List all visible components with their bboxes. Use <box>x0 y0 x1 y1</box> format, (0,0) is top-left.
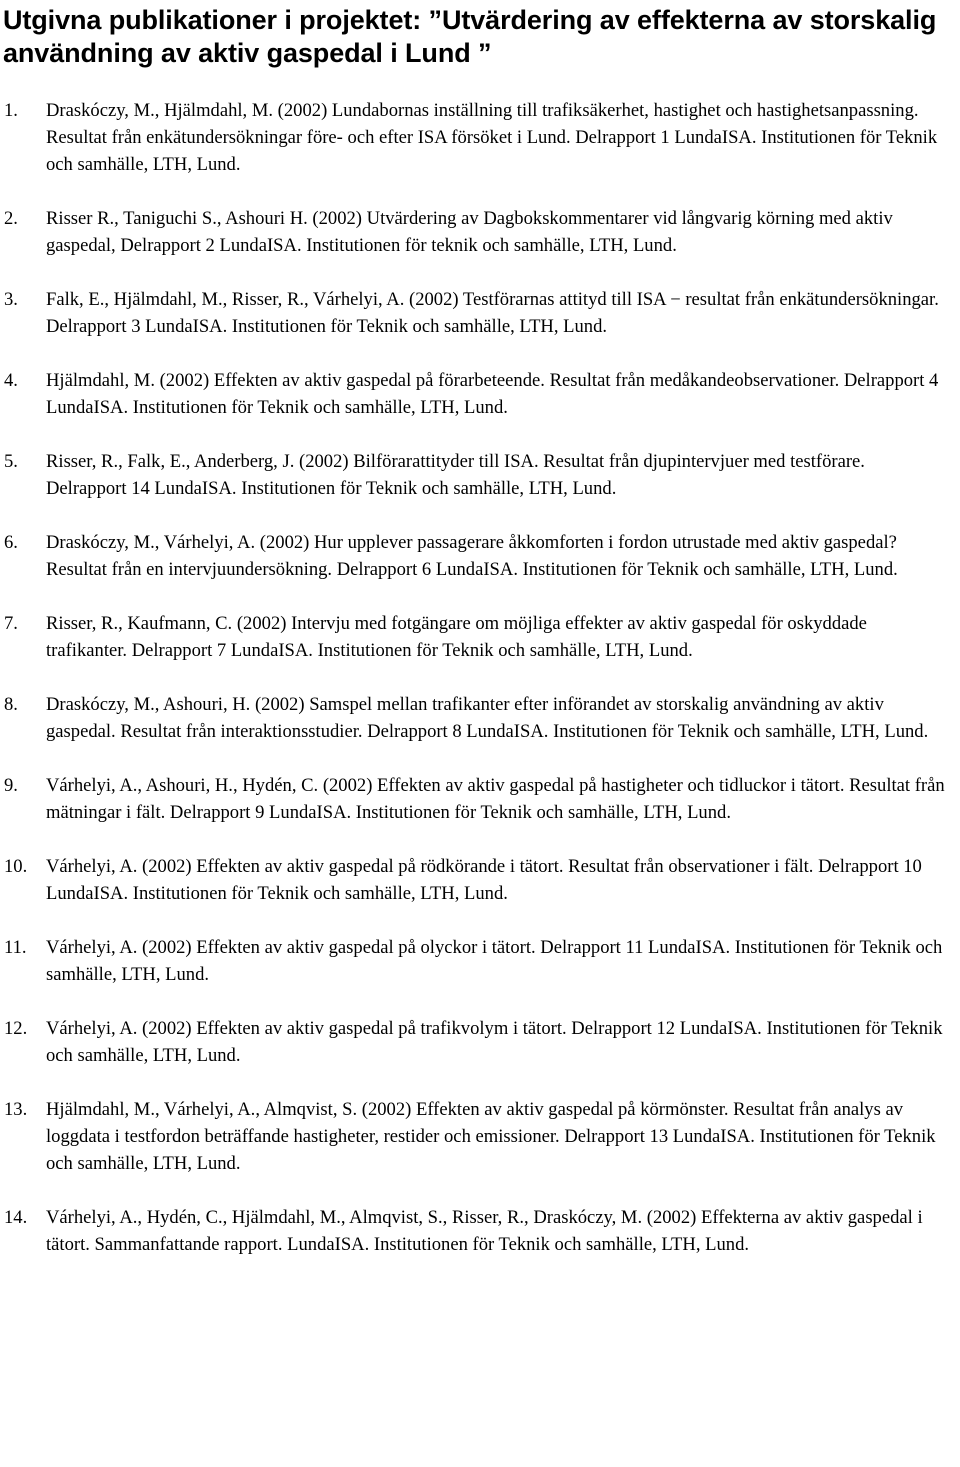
publication-number: 11. <box>4 937 27 958</box>
publication-number: 12. <box>4 1018 28 1039</box>
publication-citation: Draskóczy, M., Várhelyi, A. (2002) Hur upplever passagerare åkkomforten i fordon utrustade med aktiv gaspedal? Resultat från en intervjuundersökning. Delrapport 6 LundaISA. Institutionen för Teknik och samhälle, LTH, Lund. <box>46 532 898 580</box>
publication-citation: Draskóczy, M., Ashouri, H. (2002) Samspel mellan trafikanter efter införandet av storskalig användning av aktiv gaspedal. Resultat från interaktionsstudier. Delrapport 8 LundaISA. Institutionen för Teknik och samhälle, LTH, Lund. <box>46 694 929 742</box>
publication-item-4 <box>3 367 950 421</box>
publication-item-10 <box>3 853 950 907</box>
publication-item-2 <box>3 205 950 259</box>
publication-citation: Falk, E., Hjälmdahl, M., Risser, R., Várhelyi, A. (2002) Testförarnas attityd till ISA − resultat från enkätundersökningar. Delrapport 3 LundaISA. Institutionen för Teknik och samhälle, LTH, Lund. <box>46 289 939 337</box>
publication-citation: Risser, R., Falk, E., Anderberg, J. (2002) Bilförarattityder till ISA. Resultat från djupintervjuer med testförare. Delrapport 14 LundaISA. Institutionen för Teknik och samhälle, LTH, Lund. <box>46 451 865 499</box>
publication-number: 5. <box>4 451 18 472</box>
publication-item-11 <box>3 934 950 988</box>
publication-number: 9. <box>4 775 18 796</box>
publication-number: 13. <box>4 1099 28 1120</box>
publication-citation: Risser R., Taniguchi S., Ashouri H. (2002) Utvärdering av Dagbokskommentarer vid långvarig körning med aktiv gaspedal, Delrapport 2 LundaISA. Institutionen för teknik och samhälle, LTH, Lund. <box>46 208 893 256</box>
publication-number: 4. <box>4 370 18 391</box>
publication-citation: Várhelyi, A., Hydén, C., Hjälmdahl, M., Almqvist, S., Risser, R., Draskóczy, M. (2002) Effekterna av aktiv gaspedal i tätort. Sammanfattande rapport. LundaISA. Institutionen för Teknik och samhälle, LTH, Lund. <box>46 1207 923 1255</box>
publication-number: 1. <box>4 100 18 121</box>
publication-item-9 <box>3 772 950 826</box>
publication-item-3 <box>3 286 950 340</box>
publication-number: 3. <box>4 289 18 310</box>
publication-citation: Hjälmdahl, M., Várhelyi, A., Almqvist, S. (2002) Effekten av aktiv gaspedal på körmönster. Resultat från analys av loggdata i testfordon beträffande hastigheter, restider och emissioner. Delrapport 13 LundaISA. Institutionen för Teknik och samhälle, LTH, Lund. <box>46 1099 936 1174</box>
publication-item-14 <box>3 1204 950 1258</box>
publication-item-12 <box>3 1015 950 1069</box>
publication-number: 7. <box>4 613 18 634</box>
publication-citation: Várhelyi, A. (2002) Effekten av aktiv gaspedal på rödkörande i tätort. Resultat från observationer i fält. Delrapport 10 LundaISA. Institutionen för Teknik och samhälle, LTH, Lund. <box>46 856 922 904</box>
publication-citation: Draskóczy, M., Hjälmdahl, M. (2002) Lundabornas inställning till trafiksäkerhet, hastighet och hastighetsanpassning. Resultat från enkätundersökningar före- och efter ISA försöket i Lund. Delrapport 1 LundaISA. Institutionen för Teknik och samhälle, LTH, Lund. <box>46 100 938 175</box>
publication-item-8 <box>3 691 950 745</box>
publication-number: 14. <box>4 1207 28 1228</box>
publication-number: 8. <box>4 694 18 715</box>
publication-item-1 <box>3 97 950 178</box>
publication-item-13 <box>3 1096 950 1177</box>
publication-citation: Várhelyi, A. (2002) Effekten av aktiv gaspedal på olyckor i tätort. Delrapport 11 LundaISA. Institutionen för Teknik och samhälle, LTH, Lund. <box>46 937 943 985</box>
publication-item-6 <box>3 529 950 583</box>
publication-citation: Várhelyi, A., Ashouri, H., Hydén, C. (2002) Effekten av aktiv gaspedal på hastigheter och tidluckor i tätort. Resultat från mätningar i fält. Delrapport 9 LundaISA. Institutionen för Teknik och samhälle, LTH, Lund. <box>46 775 945 823</box>
publication-citation: Hjälmdahl, M. (2002) Effekten av aktiv gaspedal på förarbeteende. Resultat från medåkandeobservationer. Delrapport 4 LundaISA. Institutionen för Teknik och samhälle, LTH, Lund. <box>46 370 939 418</box>
document-title: Utgivna publikationer i projektet: ”Utvärdering av effekterna av storskalig användning av aktiv gaspedal i Lund ” <box>3 5 937 68</box>
publication-citation: Risser, R., Kaufmann, C. (2002) Intervju med fotgängare om möjliga effekter av aktiv gaspedal för oskyddade trafikanter. Delrapport 7 LundaISA. Institutionen för Teknik och samhälle, LTH, Lund. <box>46 613 867 661</box>
publication-item-7 <box>3 610 950 664</box>
publication-number: 10. <box>4 856 28 877</box>
publication-citation: Várhelyi, A. (2002) Effekten av aktiv gaspedal på trafikvolym i tätort. Delrapport 12 LundaISA. Institutionen för Teknik och samhälle, LTH, Lund. <box>46 1018 943 1066</box>
publication-item-5 <box>3 448 950 502</box>
publication-number: 6. <box>4 532 18 553</box>
publication-list <box>3 97 950 1258</box>
publication-number: 2. <box>4 208 18 229</box>
